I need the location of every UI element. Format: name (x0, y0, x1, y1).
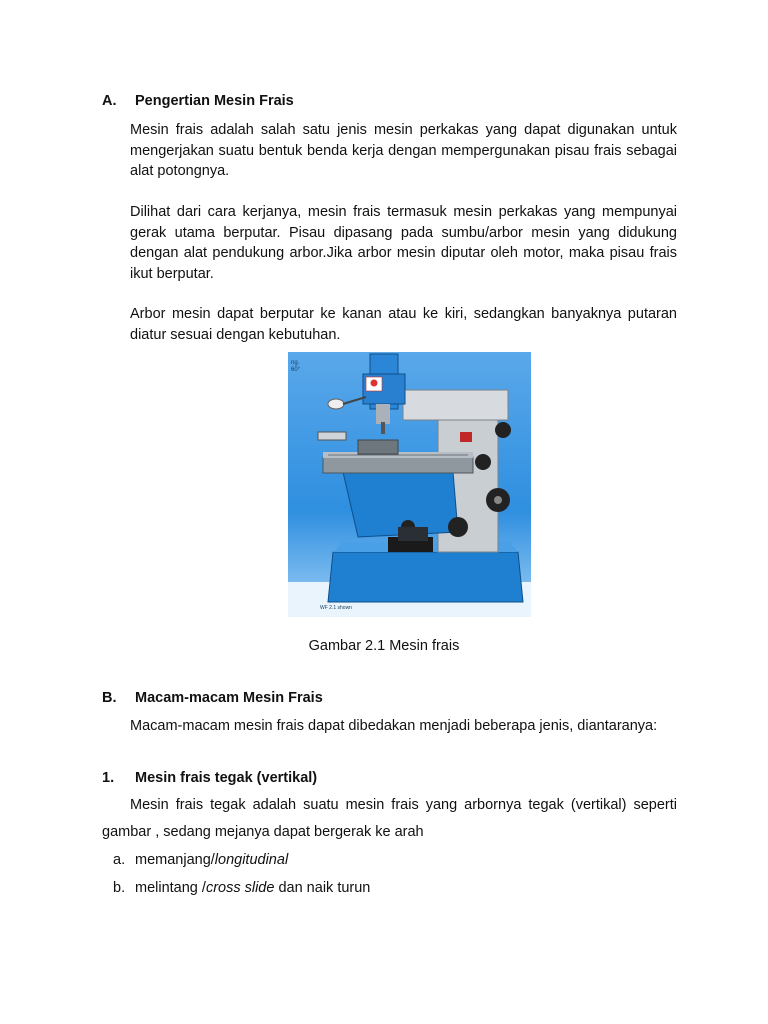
section-b-heading (102, 690, 323, 706)
section-b-number: B. (102, 690, 117, 706)
corner-text-1: ng. (291, 360, 300, 366)
list-text-a: memanjang/ (135, 852, 215, 868)
subsection-1-title: Mesin frais tegak (vertikal) (135, 770, 318, 786)
paragraph-types-intro: Macam-macam mesin frais dapat dibedakan menjadi beberapa jenis, diantaranya: (130, 718, 658, 734)
section-a-number: A. (102, 93, 117, 109)
list-marker-a: a. (113, 852, 126, 868)
milling-machine-figure (288, 352, 531, 617)
list-item-cross-slide (113, 878, 370, 898)
list-tail-b: dan naik turun (274, 880, 371, 896)
subsection-1-number: 1. (102, 770, 115, 786)
paragraph-vertical-milling: Mesin frais tegak adalah suatu mesin frais yang arbornya tegak (vertikal) seperti gambar , sedang mejanya dapat bergerak ke arah (102, 797, 677, 840)
model-label: WF 2.1 shown (320, 605, 352, 611)
subsection-1-heading (102, 770, 317, 786)
list-item-longitudinal (113, 850, 288, 870)
section-a-title: Pengertian Mesin Frais (135, 93, 294, 109)
figure-caption: Gambar 2.1 Mesin frais (308, 638, 460, 654)
section-a-heading (102, 93, 294, 109)
milling-machine-image (288, 352, 531, 617)
paragraph-arbor-rotation: Arbor mesin dapat berputar ke kanan atau ke kiri, sedangkan banyaknya putaran diatur sesuai dengan kebutuhan. (130, 306, 677, 343)
list-italic-b: cross slide (205, 880, 275, 896)
list-text-b: melintang / (135, 880, 206, 896)
list-italic-a: longitudinal (214, 852, 289, 868)
paragraph-definition: Mesin frais adalah salah satu jenis mesin perkakas yang dapat digunakan untuk mengerjakan suatu bentuk benda kerja dengan mempergunakan pisau frais sebagai alat potongnya. (130, 122, 677, 179)
list-marker-b: b. (113, 880, 126, 896)
section-b-title: Macam-macam Mesin Frais (135, 690, 323, 706)
corner-text-2: 60° (291, 367, 301, 373)
paragraph-working-principle: Dilihat dari cara kerjanya, mesin frais termasuk mesin perkakas yang mempunyai gerak utama berputar. Pisau dipasang pada sumbu/arbor mesin yang didukung dengan alat pendukung arbor.Jika arbor mesin diputar oleh motor, maka pisau frais ikut berputar. (130, 204, 677, 282)
